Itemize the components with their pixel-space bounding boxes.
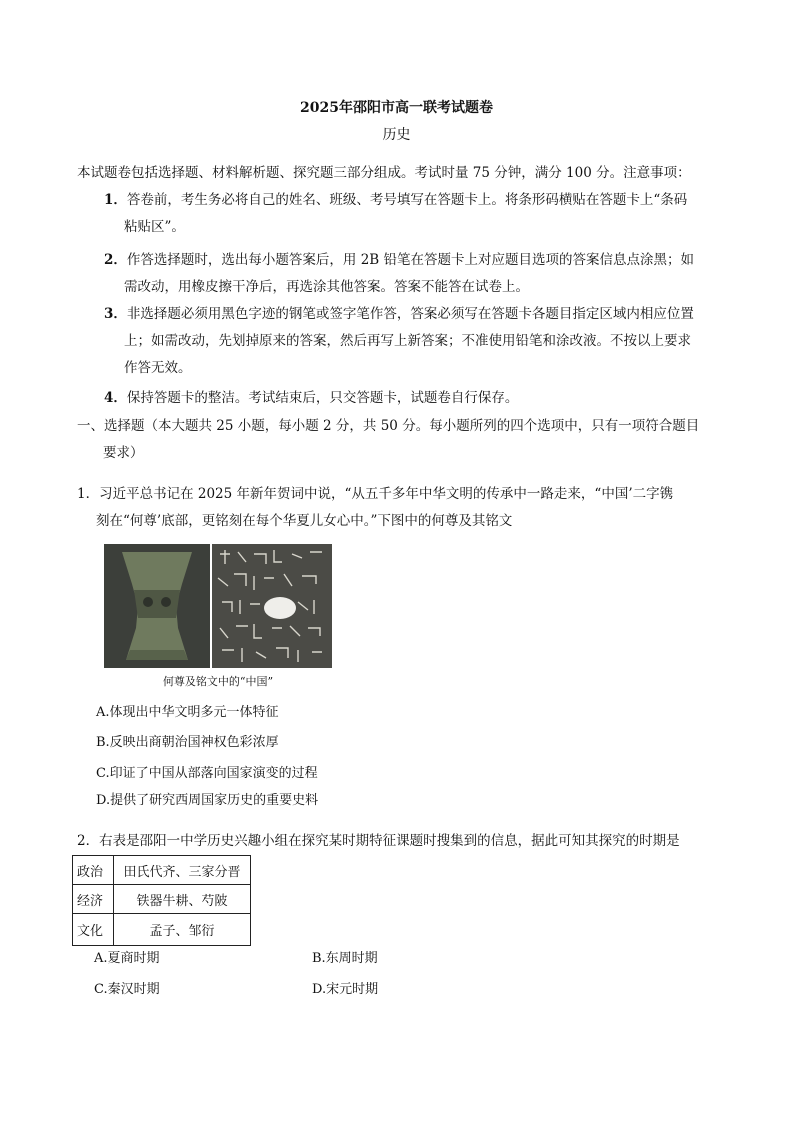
question-2-option-c: C.秦汉时期 [94, 982, 160, 997]
exam-title: 2025年邵阳市高一联考试题卷 [300, 100, 493, 116]
table-cell-key: 文化 [73, 914, 114, 946]
note-number: 1． [104, 192, 127, 208]
section-heading-cont: 要求） [103, 445, 144, 461]
note-2-cont: 需改动，用橡皮擦干净后，再选涂其他答案。答案不能答在试卷上。 [124, 279, 529, 295]
note-text: 非选择题必须用黑色字迹的钢笔或签字笔作答，答案必须写在答题卡各题目指定区域内相应位置 [126, 306, 694, 322]
question-1-option-a: A.体现出中华文明多元一体特征 [96, 705, 279, 720]
note-text: 保持答题卡的整洁。考试结束后，只交答题卡，试题卷自行保存。 [126, 390, 519, 406]
table-row [73, 856, 251, 885]
question-2-option-d: D.宋元时期 [312, 982, 379, 997]
note-number: 3． [104, 306, 127, 322]
note-1 [104, 187, 687, 214]
section-heading: 一、选择题（本大题共 25 小题，每小题 2 分，共 50 分。每小题所列的四个选项中，只有一项符合题目 [77, 418, 700, 434]
instructions-intro: 本试题卷包括选择题、材料解析题、探究题三部分组成。考试时量 75 分钟，满分 100 分。注意事项： [77, 165, 691, 181]
note-number: 2． [104, 252, 127, 268]
question-2-option-b: B.东周时期 [312, 951, 378, 966]
note-3-cont: 作答无效。 [124, 360, 192, 376]
note-3 [104, 301, 694, 328]
note-2 [104, 247, 694, 274]
note-1-cont: 粘贴区”。 [124, 219, 185, 235]
photo-caption: 何尊及铭文中的“中国” [162, 675, 274, 688]
question-2-stem: 2．右表是邵阳一中学历史兴趣小组在探究某时期特征课题时搜集到的信息，据此可知其探究的时期是 [77, 833, 680, 849]
note-3-cont: 上；如需改动，先划掉原来的答案，然后再写上新答案；不准使用铅笔和涂改液。不按以上要求 [124, 333, 691, 349]
he-zun-photo [104, 544, 332, 668]
table-row [73, 885, 251, 914]
table-cell-value: 孟子、邹衍 [114, 914, 251, 946]
question-1-stem-cont: 刻在“何尊’底部，更铭刻在每个华夏儿女心中。”下图中的何尊及其铭文 [96, 513, 513, 529]
note-text: 答卷前，考生务必将自己的姓名、班级、考号填写在答题卡上。将条形码横贴在答题卡上“条码 [126, 192, 688, 208]
note-number: 4． [104, 390, 127, 406]
table-cell-key: 经济 [73, 885, 114, 914]
question-1-stem: 1．习近平总书记在 2025 年新年贺词中说，“从五千多年中华文明的传承中一路走来，“中国’二字镌 [77, 486, 674, 502]
question-1-option-d: D.提供了研究西周国家历史的重要史料 [96, 793, 319, 808]
table-cell-value: 田氏代齐、三家分晋 [114, 856, 251, 885]
period-info-table [72, 855, 251, 946]
note-text: 作答选择题时，选出每小题答案后，用 2B 铅笔在答题卡上对应题目选项的答案信息点涂黑；如 [126, 252, 694, 268]
table-cell-value: 铁器牛耕、芍陂 [114, 885, 251, 914]
note-4 [104, 385, 518, 412]
question-2-option-a: A.夏商时期 [94, 951, 160, 966]
subject-title: 历史 [382, 127, 411, 143]
question-1-option-c: C.印证了中国从部落向国家演变的过程 [96, 766, 318, 781]
question-1-option-b: B.反映出商朝治国神权色彩浓厚 [96, 735, 279, 750]
table-cell-key: 政治 [73, 856, 114, 885]
table-row [73, 914, 251, 946]
